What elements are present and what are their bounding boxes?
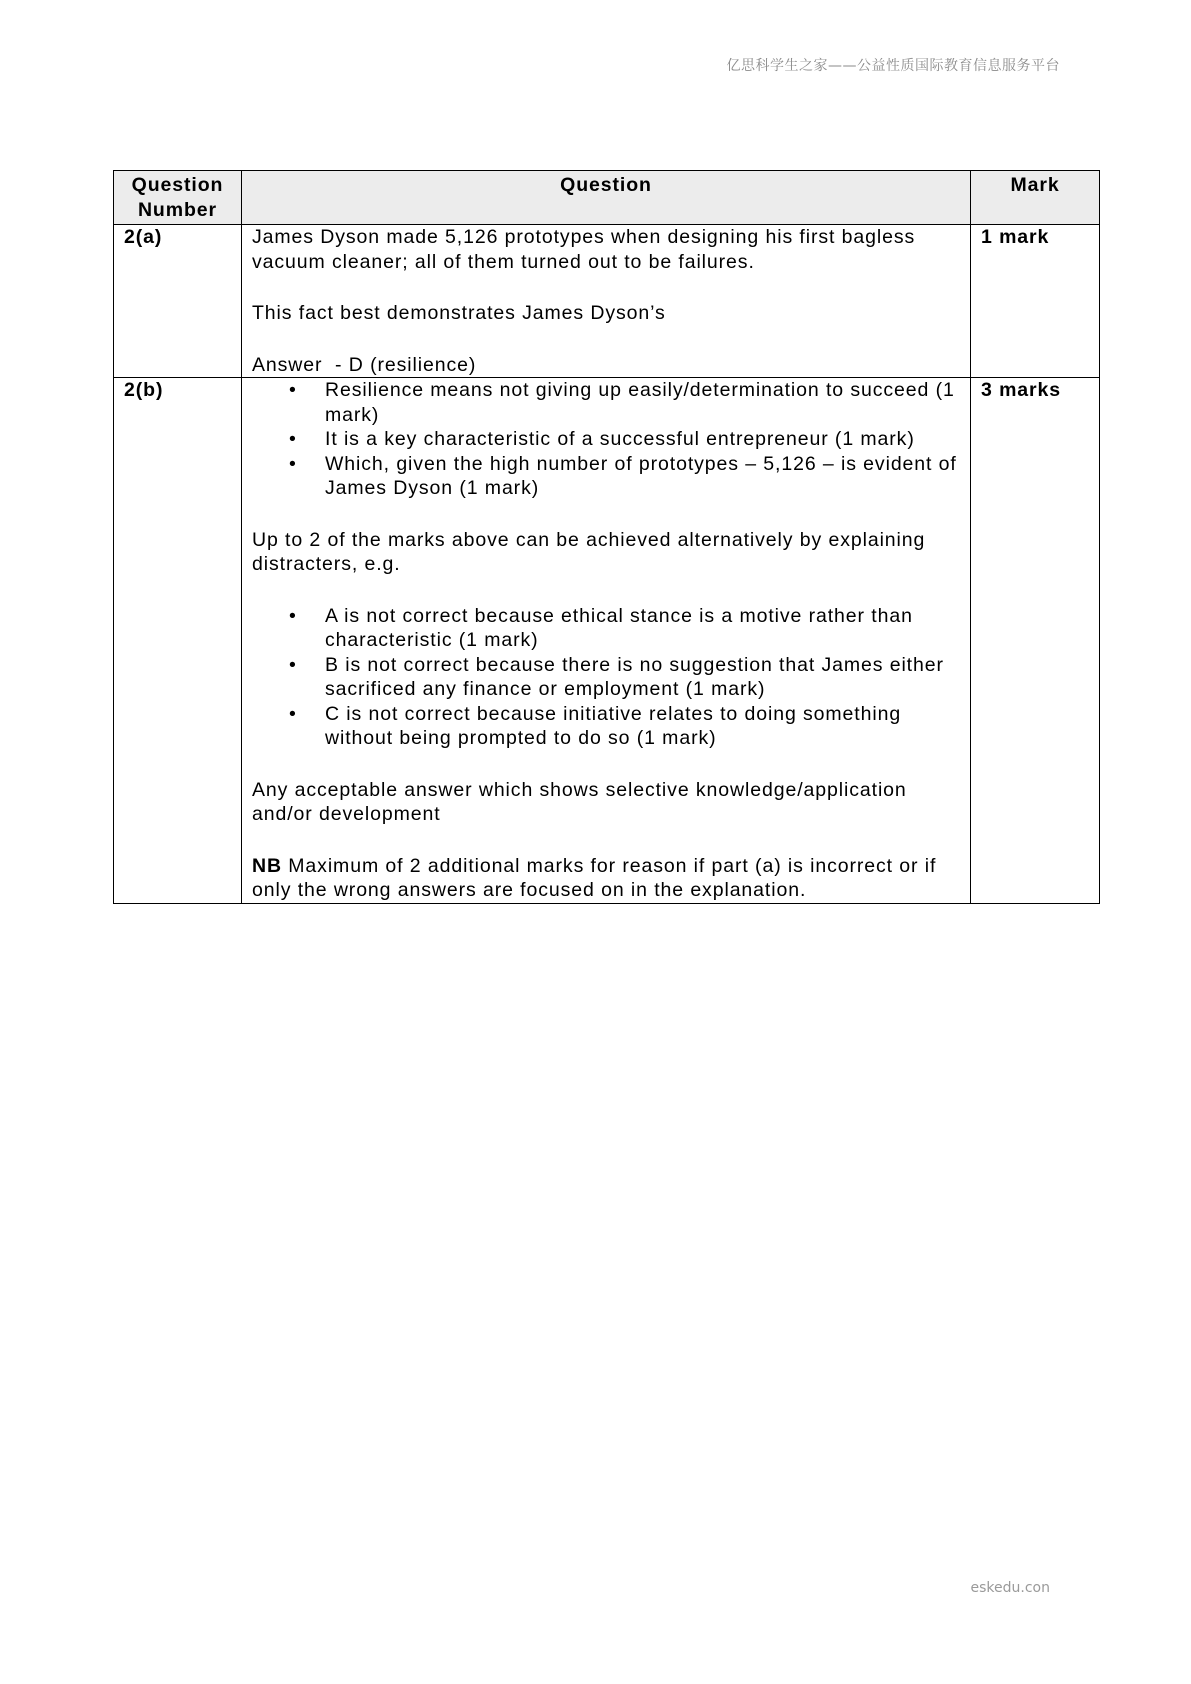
distracters-list	[252, 604, 960, 751]
table-header-row	[114, 171, 1100, 225]
alternative-marks-note: Up to 2 of the marks above can be achieved alternatively by explaining distracters, e.g.	[252, 528, 926, 575]
list-item: • A is not correct because ethical stance is a motive rather than characteristic (1 mark)	[325, 604, 960, 653]
mark-cell: 1 mark	[971, 225, 1100, 378]
list-item: • Which, given the high number of prototypes – 5,126 – is evident of James Dyson (1 mark)	[325, 452, 960, 501]
nb-label: NB	[252, 854, 282, 877]
answer-text: Answer - D (resilience)	[252, 353, 477, 376]
question-cell	[242, 378, 971, 904]
header-question: Question	[242, 171, 971, 225]
marking-points-list	[252, 378, 960, 501]
footer-watermark: eskedu.con	[970, 1580, 1050, 1596]
mark-cell: 3 marks	[971, 378, 1100, 904]
list-item: • B is not correct because there is no suggestion that James either sacrificed any finance or employment (1 mark)	[325, 653, 960, 702]
question-text: James Dyson made 5,126 prototypes when designing his first bagless vacuum cleaner; all of them turned out to be failures.	[252, 226, 916, 273]
nb-text: Maximum of 2 additional marks for reason if part (a) is incorrect or if only the wrong answers are focused on in the explanation.	[252, 854, 937, 901]
table-row-2b	[114, 378, 1100, 904]
nb-note	[252, 854, 960, 903]
acceptable-answer-note: Any acceptable answer which shows selective knowledge/application and/or development	[252, 778, 907, 825]
table-row-2a	[114, 225, 1100, 378]
question-cell	[242, 225, 971, 378]
question-number-cell: 2(a)	[114, 225, 242, 378]
question-stem: This fact best demonstrates James Dyson’s	[252, 302, 666, 324]
mark-scheme-table	[113, 170, 1100, 904]
list-item: • C is not correct because initiative relates to doing something without being prompted to do so (1 mark)	[325, 702, 960, 751]
question-number-cell: 2(b)	[114, 378, 242, 904]
header-watermark: 亿思科学生之家——公益性质国际教育信息服务平台	[726, 58, 1060, 74]
header-question-number: Question Number	[114, 171, 242, 225]
header-mark: Mark	[971, 171, 1100, 225]
list-item: • Resilience means not giving up easily/determination to succeed (1 mark)	[325, 378, 960, 427]
list-item: • It is a key characteristic of a successful entrepreneur (1 mark)	[325, 427, 960, 452]
